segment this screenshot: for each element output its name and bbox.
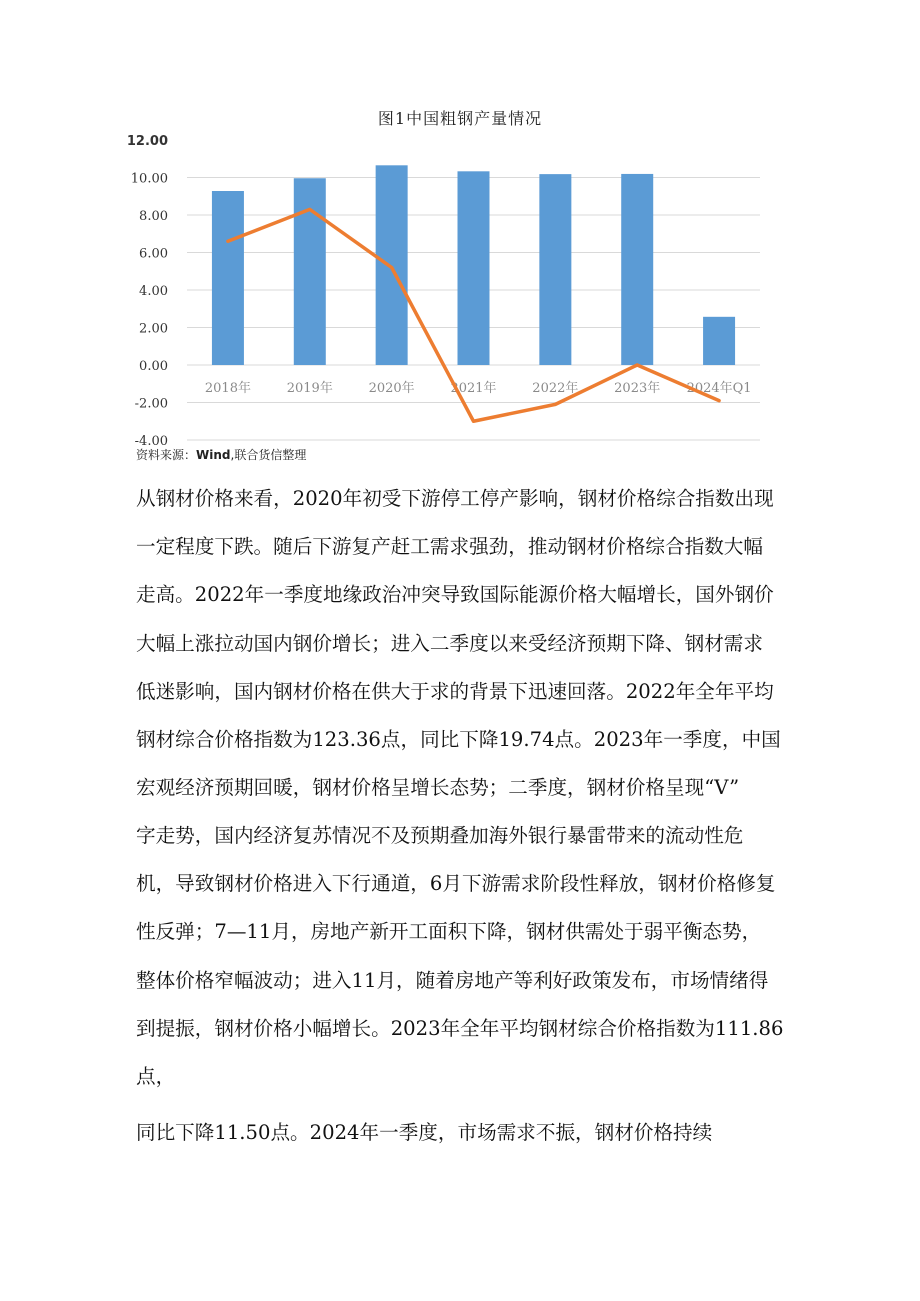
x-tick-label: 2019年: [286, 381, 333, 396]
x-axis-tick-labels: [205, 380, 752, 396]
body-line: 到提振，钢材价格小幅增长。2023年全年平均钢材综合价格指数为111.86: [136, 1017, 784, 1040]
y-tick-label: 0.00: [139, 359, 168, 374]
source-suffix: ,联合货信整理: [230, 448, 307, 462]
body-line: 宏观经济预期回暖，钢材价格呈增长态势；二季度，钢材价格呈现“V”: [136, 776, 740, 799]
body-line: 走高。2022年一季度地缘政治冲突导致国际能源价格大幅增长，国外钢价: [136, 583, 774, 606]
body-line: 大幅上涨拉动国内钢价增长；进入二季度以来受经济预期下降、钢材需求: [136, 632, 763, 655]
x-tick-label: 2023年: [614, 381, 661, 396]
body-line: 性反弹；7—11月，房地产新开工面积下降，钢材供需处于弱平衡态势，: [136, 920, 762, 943]
bar-2018年: [212, 191, 244, 365]
body-line: 机，导致钢材价格进入下行通道，6月下游需求阶段性释放，钢材价格修复: [136, 872, 776, 895]
y-tick-label: -2.00: [134, 396, 168, 412]
y-tick-label: 8.00: [139, 209, 168, 224]
bar-2023年: [621, 174, 653, 365]
source-prefix: 资料来源：: [136, 448, 197, 462]
bar-2024年Q1: [703, 317, 735, 365]
body-line: 点，: [136, 1065, 176, 1088]
bar-2020年: [376, 165, 408, 365]
bar-2019年: [294, 178, 326, 365]
body-line: 钢材综合价格指数为123.36点，同比下降19.74点。2023年一季度，中国: [136, 728, 781, 751]
body-line: 字走势，国内经济复苏情况不及预期叠加海外银行暴雷带来的流动性危: [136, 824, 744, 847]
body-line: 一定程度下跌。随后下游复产赶工需求强劲，推动钢材价格综合指数大幅: [136, 535, 763, 558]
y-tick-label: 6.00: [139, 246, 168, 262]
x-tick-label: 2020年: [368, 381, 415, 396]
bar-2022年: [539, 174, 571, 365]
x-tick-label: 2021年: [450, 381, 497, 396]
y-tick-label: 2.00: [139, 321, 168, 337]
chart-title: 图1中国粗钢产量情况: [377, 109, 543, 128]
y-tick-label: 4.00: [139, 284, 168, 299]
y-tick-label: 12.00: [126, 134, 168, 149]
x-tick-label: 2022年: [532, 381, 579, 396]
body-line: 从钢材价格来看，2020年初受下游停工停产影响，钢材价格综合指数出现: [136, 487, 774, 510]
y-axis-tick-labels: [127, 134, 168, 449]
x-tick-label: 2018年: [204, 381, 251, 396]
body-line: 低迷影响，国内钢材价格在供大于求的背景下迅速回落。2022年全年平均: [136, 680, 774, 703]
body-line: 整体价格窄幅波动；进入11月，随着房地产等利好政策发布，市场情绪得: [136, 969, 769, 992]
x-tick-label: 2024年Q1: [686, 381, 752, 396]
source-brand: Wind: [196, 448, 231, 462]
bar-2021年: [458, 171, 490, 365]
y-tick-label: 10.00: [130, 171, 168, 187]
y-tick-label: -4.00: [134, 434, 168, 449]
source-note: [136, 446, 306, 463]
chart-plot: [0, 0, 920, 450]
body-line: 同比下降11.50点。2024年一季度，市场需求不振，钢材价格持续: [136, 1121, 713, 1144]
bar-series: [212, 165, 735, 365]
